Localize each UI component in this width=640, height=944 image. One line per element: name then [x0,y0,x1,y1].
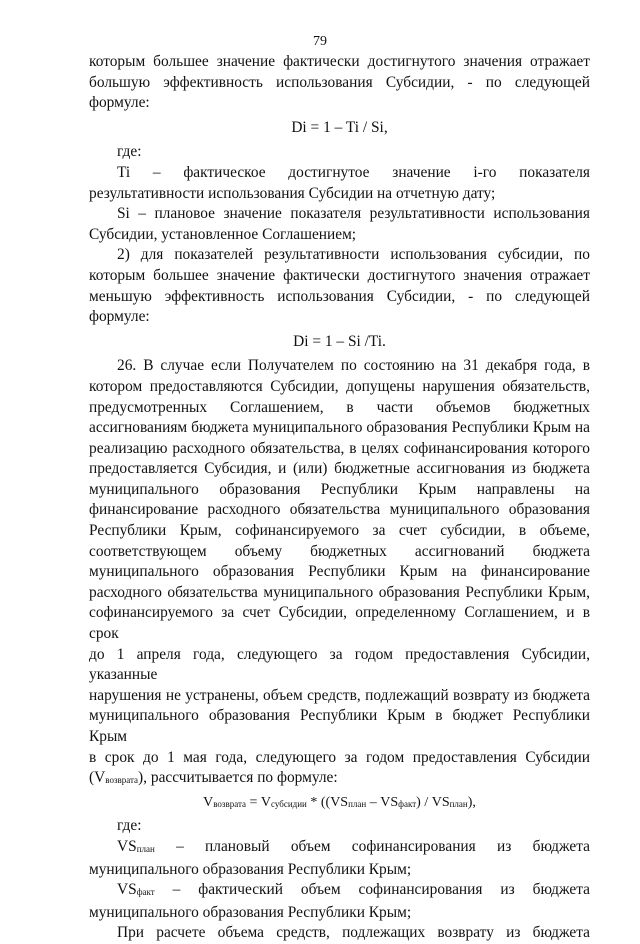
text-line: Субсидии, установленное Соглашением; [89,225,357,243]
text-line: муниципального образования Республики Крым; [89,903,412,921]
formula-di-1: Di = 1 – Ti / Si, [291,118,388,136]
page-number: 79 [313,34,327,49]
text-line: формуле: [89,308,150,326]
text-line: расходного обязательства муниципального образования Республики Крым, [89,583,590,601]
text-line: большую эффективность использования Субсидии, - по следующей [89,73,590,91]
formula-di-2: Di = 1 – Si /Ti. [293,332,386,350]
text-line: которым большее значение фактически достигнутого значения отражает [89,266,590,284]
text-line: 26. В случае если Получателем по состоянию на 31 декабря года, в [117,357,590,375]
text-line: предусмотренных Соглашением, в части объемов бюджетных [89,398,590,416]
text-line: При расчете объема средств, подлежащих возврату из бюджета [117,924,590,942]
text-line: соответствующем объему бюджетных ассигнований бюджета [89,542,590,560]
text-line: котором предоставляются Субсидии, допущены нарушения обязательств, [89,377,590,395]
text-line: ассигнованиям бюджета муниципального образования Республики Крым на [89,419,590,437]
text-line: предоставляется Субсидия, и (или) бюджетные ассигнования из бюджета [89,460,590,478]
text-line: где: [117,817,142,835]
text-line: софинансируемого за счет Субсидии, определенному Соглашением, и в срок [89,604,590,643]
text-line: муниципального образования Республики Крым в бюджет Республики Крым [89,707,590,745]
formula-v-return: Vвозврата = Vсубсидии * ((VSплан – VSфакт) / VSплан), [203,794,476,810]
text-line: муниципального образования Республики Крым на финансирование [89,563,590,581]
text-line: где: [117,143,142,161]
text-line: меньшую эффективность использования Субсидии, - по следующей [89,287,590,305]
text-line: (Vвозврата), рассчитывается по формуле: [89,769,338,787]
document-body [89,52,590,944]
text-line: муниципального образования Республики Крым направлены на [89,480,590,498]
text-line: Республики Крым, софинансируемого за счет субсидии, в объеме, [89,522,590,540]
text-line: формуле: [89,94,150,112]
text-line: финансирование расходного обязательства муниципального образования [89,501,590,519]
text-line: VSплан – плановый объем софинансирования из бюджета [117,837,590,855]
text-line: в срок до 1 мая года, следующего за годом предоставления Субсидии [89,748,590,766]
text-line: до 1 апреля года, следующего за годом предоставления Субсидии, указанные [89,645,590,684]
text-line: нарушения не устранены, объем средств, подлежащий возврату из бюджета [89,686,590,704]
text-line: муниципального образования Республики Крым; [89,860,412,878]
text-line: VSфакт – фактический объем софинансирования из бюджета [117,881,590,899]
text-line: Si – плановое значение показателя результативности использования [117,205,590,223]
text-line: реализацию расходного обязательства, в целях софинансирования которого [89,439,590,457]
text-line: 2) для показателей результативности использования субсидии, по [117,246,590,264]
text-line: Ti – фактическое достигнутое значение i-го показателя [117,163,590,181]
text-line: которым большее значение фактически достигнутого значения отражает [89,53,590,70]
text-line: результативности использования Субсидии на отчетную дату; [89,184,496,202]
